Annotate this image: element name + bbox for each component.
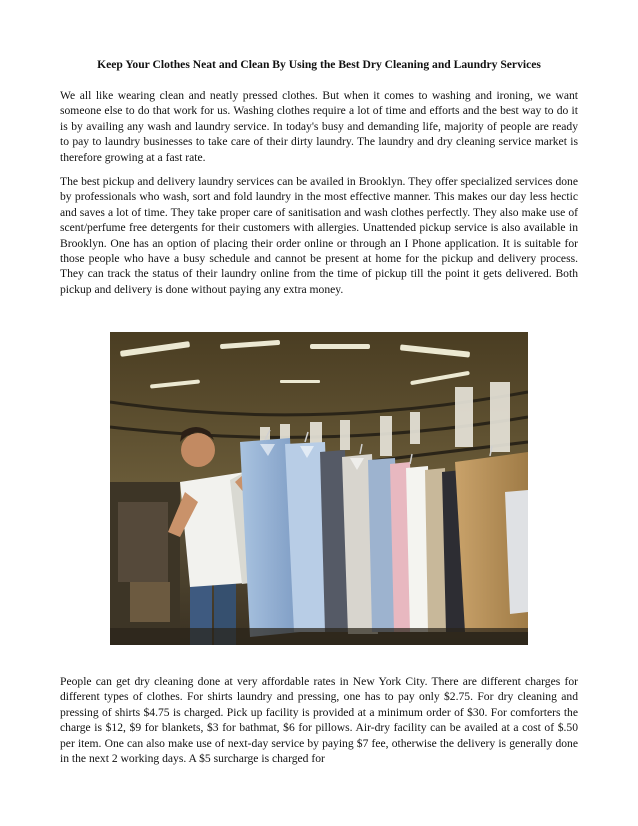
paragraph-brooklyn-services: The best pickup and delivery laundry services can be availed in Brooklyn. They offer specialized services done by professionals who wash, sort and fold laundry in the most effective manner. This makes our day less hectic and saves a lot of time. They take proper care of sanitisation and wash clothes perfectly. They also make use of scent/perfume free detergents for their customers with allergies. Unattended pickup service is also available in Brooklyn. One has an option of placing their order online or through an I Phone application. It is suitable for those people who have a busy schedule and cannot be present at home for the pickup and delivery process. They can track the status of their laundry online from the time of pickup till the point it gets delivered. Both pickup and delivery is done without paying any extra money.	[60, 175, 578, 296]
dry-cleaning-photo-graphic	[110, 332, 528, 645]
document-title: Keep Your Clothes Neat and Clean By Using the Best Dry Cleaning and Laundry Services	[97, 58, 541, 71]
dry-cleaning-photo	[110, 332, 528, 645]
paragraph-pricing: People can get dry cleaning done at very affordable rates in New York City. There are different charges for different types of clothes. For shirts laundry and pressing, one has to pay only $2.75. For dry cleaning and pressing of shirts $4.75 is charged. Pick up facility is provided at a minimum order of $30. For comforters the charge is $12, $9 for blankets, $3 for bathmat, $6 for pillows. Air-dry facility can be availed at a cost of $.50 per item. One can also make use of next-day service by paying $7 fee, otherwise the delivery is generally done in the next 2 working days. A $5 surcharge is charged for	[60, 675, 578, 766]
paragraph-intro: We all like wearing clean and neatly pressed clothes. But when it comes to washing and ironing, we want someone else to do that work for us. Washing clothes require a lot of time and efforts and the best way to do it is by availing any wash and laundry service. In today's busy and demanding life, majority of people are ready to pay to laundry businesses to take care of their dirty laundry. The laundry and dry cleaning service market is therefore growing at a fast rate.	[60, 89, 578, 164]
